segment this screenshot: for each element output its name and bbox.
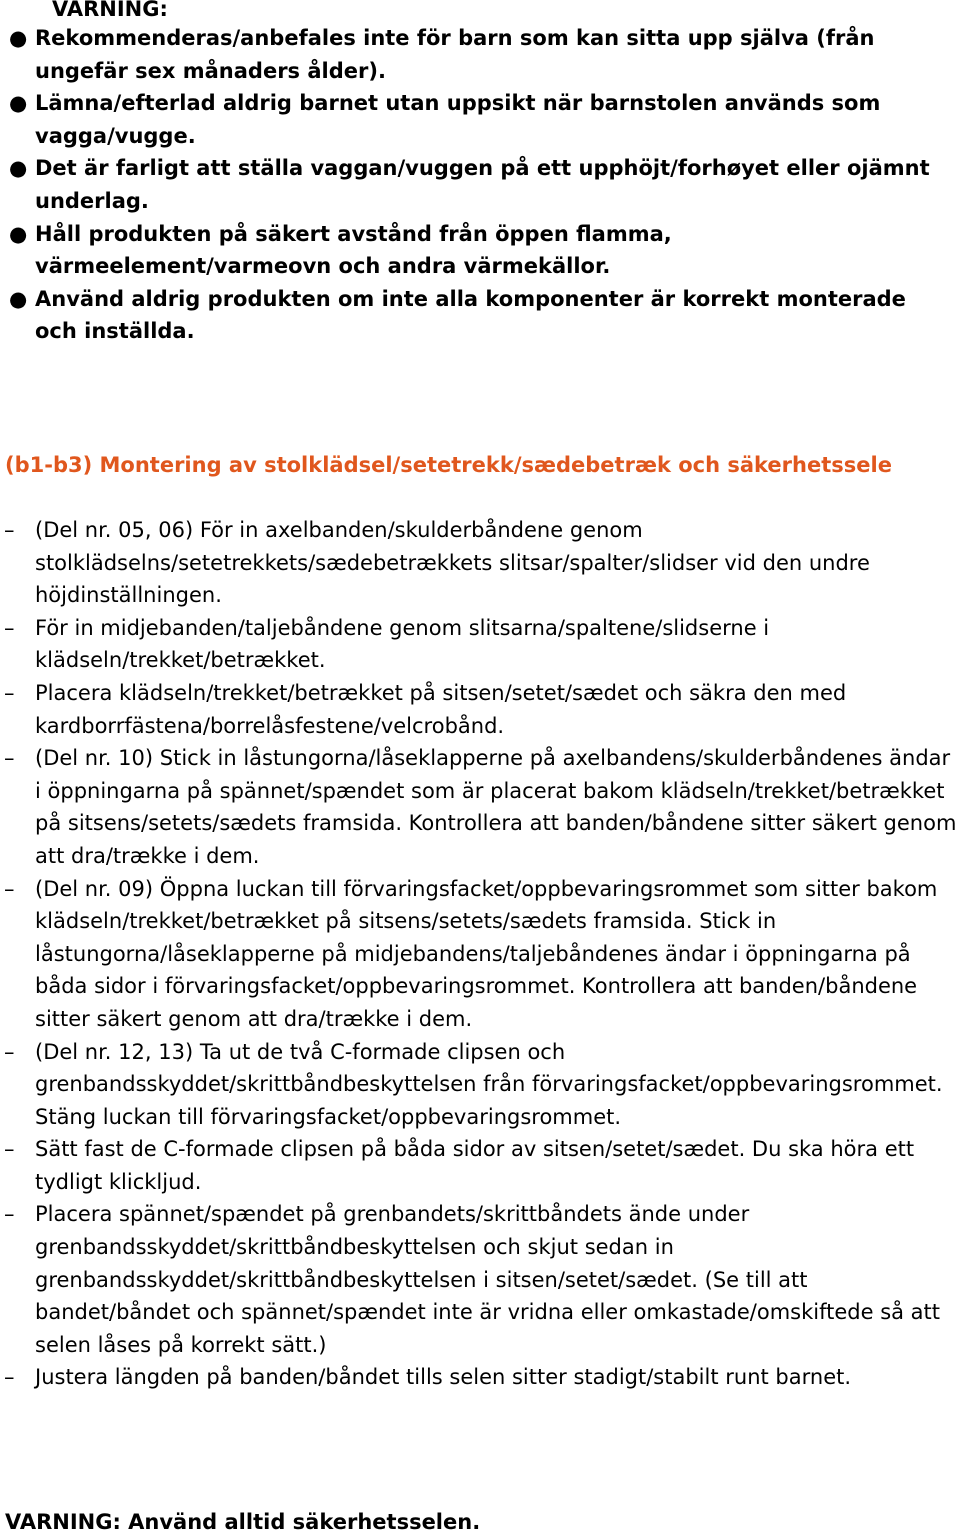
step-item <box>0 742 960 872</box>
step-text: (Del nr. 10) Stick in låstungorna/låseklapperne på axelbandens/skulderbåndenes ändar i öppningarna på spännet/spændet som är placerat bakom klädseln/trekket/betrækket på sitsens/setets/sædets framsida. Kontrollera att banden/båndene sitter säkert genom att dra/trække i dem. <box>35 746 957 868</box>
step-item <box>0 514 960 612</box>
step-text: Placera klädseln/trekket/betrækket på sitsen/setet/sædet och säkra den med kardborrfästena/borrelåsfestene/velcrobånd. <box>35 680 847 738</box>
bullet-icon: ● <box>9 221 28 246</box>
bullet-icon: ● <box>9 26 28 50</box>
warning-item <box>0 218 960 283</box>
dash-icon: – <box>4 1202 15 1227</box>
dash-icon: – <box>4 615 15 640</box>
dash-icon: – <box>4 876 15 901</box>
step-text: Sätt fast de C-formade clipsen på båda sidor av sitsen/setet/sædet. Du ska höra ett tydligt klickljud. <box>35 1137 915 1194</box>
step-text: För in midjebanden/taljebåndene genom slitsarna/spaltene/slidserne i klädseln/trekket/betrækket. <box>35 615 770 673</box>
step-text: (Del nr. 09) Öppna luckan till förvaringsfacket/oppbevaringsrommet som sitter bakom klädseln/trekket/betrækket på sitsens/setets/sædets framsida. Stick in låstungorna/låseklapperne på midjebandens/taljebåndenes ändar i öppningarna på båda sidor i förvaringsfacket/oppbevaringsrommet. Kontrollera att banden/båndene sitter säkert genom att dra/trække i dem. <box>35 876 938 1031</box>
warning-item-text: Lämna/efterlad aldrig barnet utan uppsikt när barnstolen används som vagga/vugge. <box>35 91 881 148</box>
dash-icon: – <box>4 518 15 542</box>
section-title: (b1-b3) Montering av stolklädsel/setetrekk/sædebetræk och säkerhetssele <box>5 453 892 477</box>
warning-heading: VARNING: <box>52 0 168 21</box>
warning-item <box>0 283 960 348</box>
warning-item <box>0 87 960 152</box>
step-text: (Del nr. 12, 13) Ta ut de två C-formade clipsen och grenbandsskyddet/skrittbåndbeskyttelsen från förvaringsfacket/oppbevaringsrommet. Stäng luckan till förvaringsfacket/oppbevaringsrommet. <box>35 1039 943 1129</box>
step-item <box>0 873 960 1036</box>
step-item <box>0 1133 960 1198</box>
bullet-icon: ● <box>9 286 28 311</box>
step-item <box>0 1361 960 1394</box>
step-item <box>0 612 960 677</box>
warning-item <box>0 22 960 87</box>
warning-item-text: Använd aldrig produkten om inte alla komponenter är korrekt monterade och inställda. <box>35 286 906 344</box>
warning-item <box>0 152 960 217</box>
bullet-icon: ● <box>9 156 28 181</box>
warning-item-text: Det är farligt att ställa vaggan/vuggen på ett upphöjt/forhøyet eller ojämnt underlag. <box>35 156 930 213</box>
bullet-icon: ● <box>9 91 28 116</box>
dash-icon: – <box>4 1137 15 1162</box>
dash-icon: – <box>4 746 15 771</box>
final-warning: VARNING: Använd alltid säkerhetsselen. <box>5 1510 481 1534</box>
dash-icon: – <box>4 1365 15 1390</box>
step-item <box>0 1198 960 1361</box>
step-item <box>0 1036 960 1134</box>
warning-item-text: Håll produkten på säkert avstånd från öppen flamma, värmeelement/varmeovn och andra värmekällor. <box>35 221 672 279</box>
step-item <box>0 677 960 742</box>
step-text: Placera spännet/spændet på grenbandets/skrittbåndets ände under grenbandsskyddet/skrittbåndbeskyttelsen och skjut sedan in grenbandsskyddet/skrittbåndbeskyttelsen i sitsen/setet/sædet. (Se till att bandet/båndet och spännet/spændet inte är vridna eller omkastade/omskiftede så att selen låses på korrekt sätt.) <box>35 1202 941 1357</box>
step-text: (Del nr. 05, 06) För in axelbanden/skulderbåndene genom stolklädselns/setetrekkets/sædebetrækkets slitsar/spalter/slidser vid den undre höjdinställningen. <box>35 518 870 608</box>
dash-icon: – <box>4 1039 15 1064</box>
warning-list <box>0 22 960 348</box>
warning-item-text: Rekommenderas/anbefales inte för barn som kan sitta upp själva (från ungefär sex månaders ålder). <box>35 26 875 83</box>
assembly-steps-list <box>0 514 960 1394</box>
step-text: Justera längden på banden/båndet tills selen sitter stadigt/stabilt runt barnet. <box>35 1365 852 1390</box>
dash-icon: – <box>4 680 15 705</box>
